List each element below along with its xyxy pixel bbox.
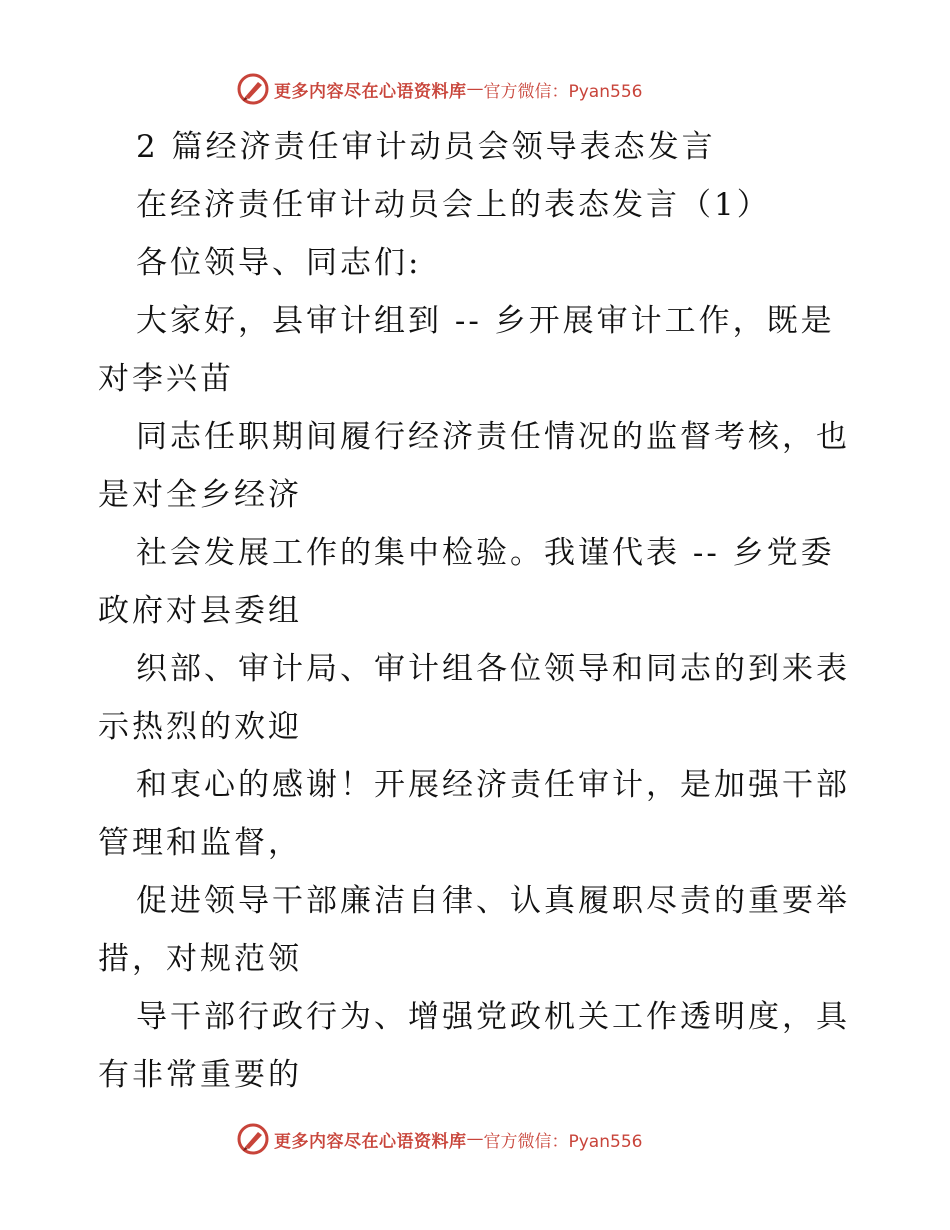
footer-watermark (236, 1121, 642, 1157)
body-paragraph: 社会发展工作的集中检验。我谨代表 -- 乡党委政府对县委组 (98, 535, 835, 629)
watermark-account-text: 官方微信：Pyan556 (483, 1131, 643, 1152)
watermark-separator: — (466, 1129, 484, 1149)
salutation: 各位领导、同志们: (136, 245, 422, 281)
body-paragraph: 促进领导干部廉洁自律、认真履职尽责的重要举措，对规范领 (98, 883, 850, 977)
document-body (98, 118, 858, 1104)
document-title: 2 篇经济责任审计动员会领导表态发言 (136, 129, 716, 165)
body-paragraph: 织部、审计局、审计组各位领导和同志的到来表示热烈的欢迎 (98, 651, 850, 745)
header-watermark (236, 71, 642, 107)
body-paragraph: 导干部行政行为、增强党政机关工作透明度，具有非常重要的 (98, 999, 850, 1093)
body-paragraph: 同志任职期间履行经济责任情况的监督考核，也是对全乡经济 (98, 419, 850, 513)
body-paragraph: 大家好，县审计组到 -- 乡开展审计工作，既是对李兴苗 (98, 303, 835, 397)
pen-logo-icon (236, 1122, 270, 1156)
pen-logo-icon (236, 72, 270, 106)
watermark-separator: — (466, 79, 484, 99)
watermark-site-text: 更多内容尽在心语资料库 (274, 1131, 467, 1152)
watermark-account-text: 官方微信：Pyan556 (483, 81, 643, 102)
body-paragraph: 和衷心的感谢！开展经济责任审计，是加强干部管理和监督， (98, 767, 850, 861)
watermark-site-text: 更多内容尽在心语资料库 (274, 81, 467, 102)
document-subtitle: 在经济责任审计动员会上的表态发言（1） (136, 187, 771, 223)
